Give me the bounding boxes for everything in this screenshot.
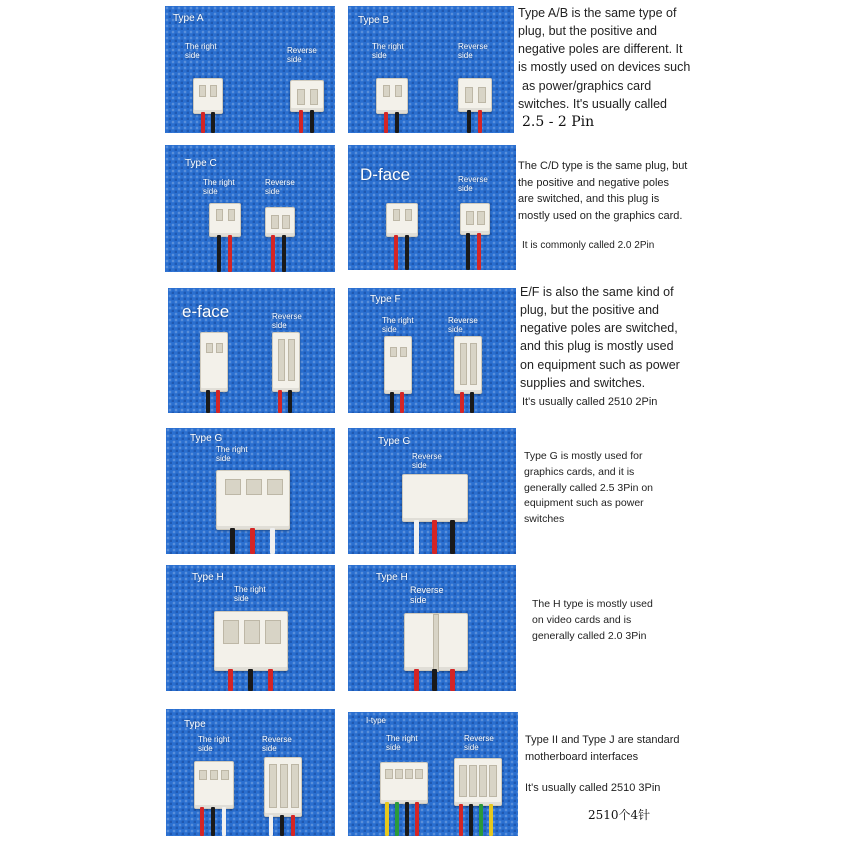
description-line: on equipment such as power: [520, 357, 680, 372]
photo-title: D-face: [360, 165, 411, 184]
photo-label: Reverse side: [287, 46, 317, 65]
photo-label: The right side: [382, 316, 414, 335]
connector: [265, 207, 295, 237]
photo-label: Reverse side: [412, 452, 442, 471]
description-line: generally called 2.0 3Pin: [532, 629, 647, 642]
photo-label: Reverse side: [262, 735, 292, 754]
pin-count-note: 2510个4针: [588, 808, 651, 822]
photo-type-d: [348, 145, 516, 270]
description-line: Type G is mostly used for: [524, 450, 643, 462]
photo-type-h-right: [166, 565, 335, 691]
connector: [454, 758, 502, 806]
common-name-label: It is commonly called 2.0 2Pin: [522, 240, 655, 251]
photo-type-g-right: [166, 428, 335, 554]
photo-type-g-reverse: [348, 428, 516, 554]
description-line: negative poles are switched,: [520, 321, 678, 336]
connector: [380, 762, 428, 804]
common-name-label: It's usually called 2510 2Pin: [522, 396, 658, 408]
connector: [460, 203, 490, 235]
description-line: Type A/B is the same type of: [518, 6, 677, 20]
photo-type-h-reverse: [348, 565, 516, 691]
photo-label: The right side: [216, 445, 248, 464]
photo-label: The right side: [372, 42, 404, 61]
description-line: graphics cards, and it is: [524, 465, 635, 478]
photo-type-j: [348, 712, 518, 836]
description-type-ij: [525, 732, 680, 765]
photo-title: I-type: [366, 716, 387, 725]
description-line: The H type is mostly used: [532, 598, 653, 610]
connector: [264, 757, 302, 817]
photo-type-c: [165, 145, 335, 272]
connector: [193, 78, 223, 114]
photo-label: The right side: [198, 735, 230, 754]
photo-label: Reverse side: [410, 585, 444, 606]
photo-title: Type: [184, 719, 206, 730]
description-line: on video cards and is: [532, 613, 632, 626]
common-name-label: It's usually called 2510 3Pin: [525, 782, 661, 794]
description-line: The C/D type is the same plug, but: [518, 160, 688, 172]
photo-title: e-face: [182, 302, 230, 321]
connector: [454, 336, 482, 394]
photo-label: Reverse side: [448, 316, 478, 335]
connector: [376, 78, 408, 114]
connector: [402, 474, 468, 522]
description-line: plug, but the positive and: [520, 303, 659, 318]
photo-label: The right side: [185, 42, 217, 61]
connector: [194, 761, 234, 809]
description-line: generally called 2.5 3Pin on: [524, 481, 654, 494]
description-line: and this plug is mostly used: [520, 339, 674, 354]
photo-label: The right side: [234, 585, 266, 604]
description-line: equipment such as power: [524, 497, 644, 510]
photo-type-a: [165, 6, 335, 133]
description-line: Type II and Type J are standard: [525, 734, 680, 746]
description-line: plug, but the positive and: [518, 24, 657, 39]
description-line: E/F is also the same kind of: [520, 285, 674, 299]
photo-label: The right side: [386, 734, 418, 753]
photo-label: Reverse side: [458, 42, 488, 61]
description-type-h: [532, 597, 653, 644]
photo-title: Type G: [190, 433, 223, 444]
description-line: switches. It's usually called: [518, 96, 667, 111]
photo-type-e: [168, 288, 335, 413]
description-type-g: [524, 449, 653, 528]
connector: [272, 332, 300, 392]
photo-label: Reverse side: [272, 312, 302, 331]
photo-label: Reverse side: [464, 734, 494, 753]
description-line: mostly used on the graphics card.: [518, 209, 683, 222]
description-type-ab: [518, 4, 690, 113]
photo-title: Type A: [173, 13, 204, 24]
connector: [404, 613, 468, 671]
photo-type-b: [348, 6, 514, 133]
description-line: the positive and negative poles: [518, 176, 670, 189]
connector: [216, 470, 290, 530]
connector: [458, 78, 492, 112]
description-line: are switched, and this plug is: [518, 193, 660, 205]
description-line: as power/graphics card: [522, 78, 652, 93]
connector: [200, 332, 228, 392]
description-type-cd: [518, 158, 687, 224]
connector: [290, 80, 324, 112]
connector: [384, 336, 412, 394]
photo-title: Type H: [376, 572, 408, 583]
photo-label: The right side: [203, 178, 235, 197]
description-line: supplies and switches.: [520, 375, 646, 390]
description-line: is mostly used on devices such: [518, 60, 691, 75]
connector: [209, 203, 241, 237]
photo-label: Reverse side: [458, 175, 488, 194]
description-line: motherboard interfaces: [525, 750, 639, 763]
description-line: negative poles are different. It: [518, 42, 683, 57]
connector: [386, 203, 418, 237]
connector: [214, 611, 288, 671]
photo-title: Type F: [370, 294, 401, 305]
description-type-ef: [520, 283, 680, 392]
photo-label: Reverse side: [265, 178, 295, 197]
description-line: switches: [524, 513, 565, 525]
photo-title: Type H: [192, 572, 224, 583]
photo-title: Type C: [185, 158, 217, 169]
photo-type-f: [348, 288, 516, 413]
photo-title: Type B: [358, 15, 390, 26]
common-name-label: 2.5 - 2 Pin: [522, 114, 595, 130]
photo-type-i: [166, 709, 335, 836]
photo-title: Type G: [378, 436, 411, 447]
